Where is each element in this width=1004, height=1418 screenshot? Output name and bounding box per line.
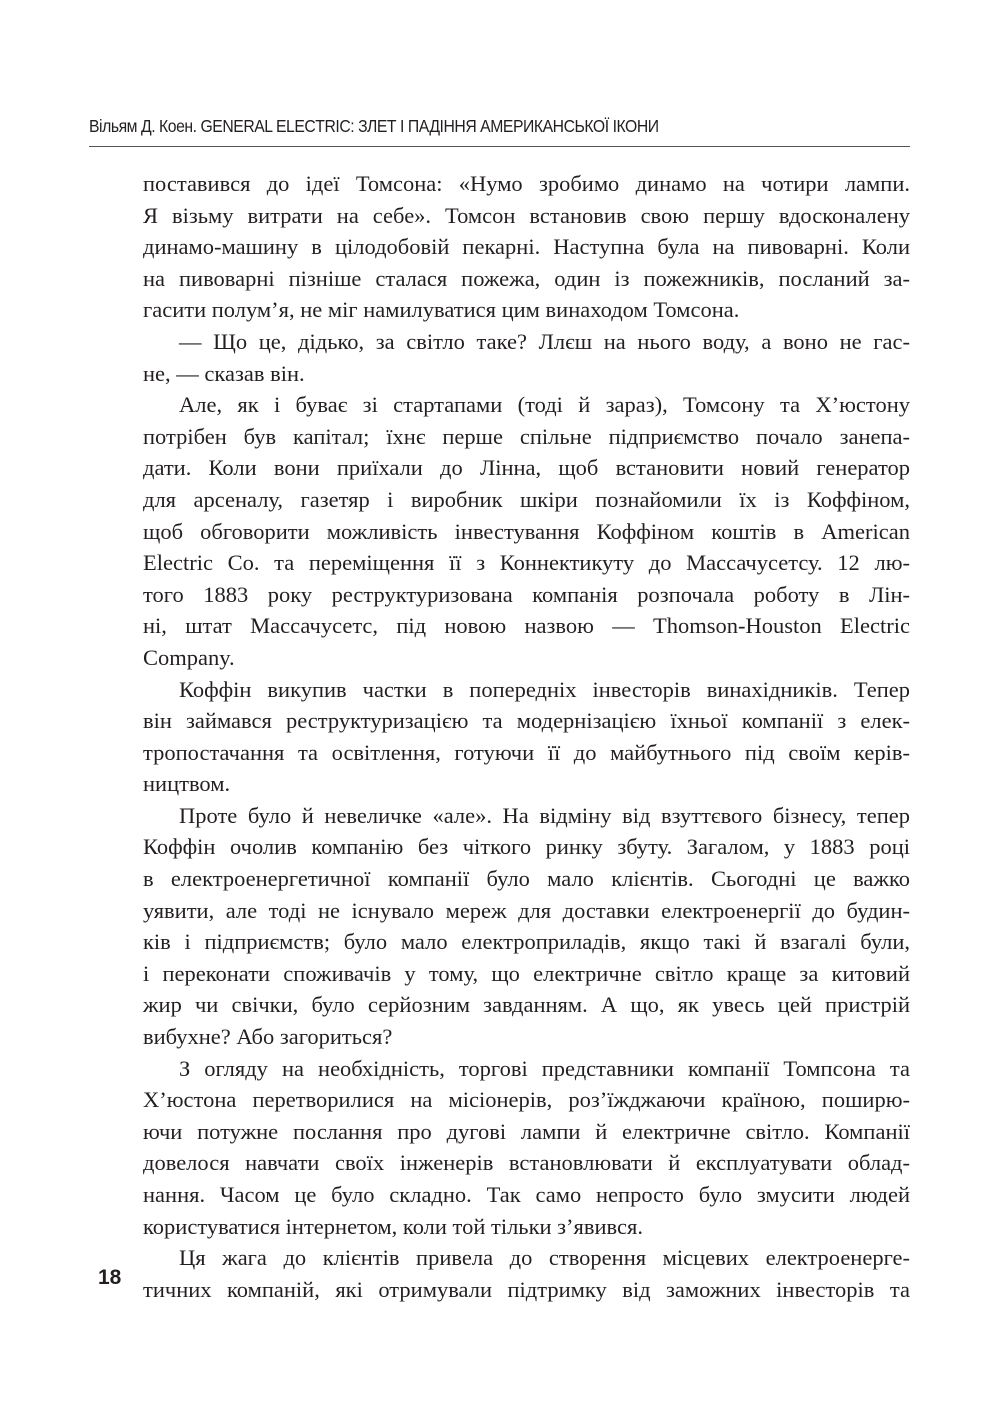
text-line: в електроенергетичної компанії було мало клієнтів. Сьогодні це важко xyxy=(143,866,910,892)
text-line: динамо-машину в цілодобовій пекарні. Наступна була на пивоварні. Коли xyxy=(143,234,910,260)
text-line: ючи потужне послання про дугові лампи й електричне світло. Компанії xyxy=(143,1118,910,1144)
paragraph-first-line: Але, як і буває зі стартапами (тоді й зараз), Томсону та Х’юстону xyxy=(179,392,910,418)
text-line: ництвом. xyxy=(143,771,231,797)
paragraph-first-line: — Що це, дідько, за світло таке? Ллєш на нього воду, а воно не гас- xyxy=(179,328,910,354)
text-line: Electric Co. та переміщення її з Коннектикуту до Массачусетсу. 12 лю- xyxy=(143,550,910,576)
paragraph-first-line: Ця жага до клієнтів привела до створення місцевих електроенерге- xyxy=(179,1245,910,1271)
text-line: щоб обговорити можливість інвестування Коффіном коштів в American xyxy=(143,518,910,544)
text-line: Коффін очолив компанію без чіткого ринку збуту. Загалом, у 1883 році xyxy=(143,834,910,860)
text-line: потрібен був капітал; їхнє перше спільне підприємство почало занепа- xyxy=(143,423,910,449)
text-line: Я візьму витрати на себе». Томсон встановив свою першу вдосконалену xyxy=(143,202,910,228)
text-line: тичних компаній, які отримували підтримку від заможних інвесторів та xyxy=(143,1276,910,1302)
text-line: дати. Коли вони приїхали до Лінна, щоб встановити новий генератор xyxy=(143,455,910,481)
paragraph-first-line: Проте було й невеличке «але». На відміну від взуттєвого бізнесу, тепер xyxy=(179,802,910,828)
running-header: Вільям Д. Коен. GENERAL ELECTRIC: ЗЛЕТ І ПАДІННЯ АМЕРИКАНСЬКОЇ ІКОНИ xyxy=(89,116,659,136)
text-line: на пивоварні пізніше сталася пожежа, один із пожежників, посланий за- xyxy=(143,265,910,291)
text-line: вибухне? Або загориться? xyxy=(143,1024,393,1050)
text-line: того 1883 року реструктуризована компанія розпочала роботу в Лін- xyxy=(143,581,910,607)
text-line: ні, штат Массачусетс, під новою назвою — Thomson-Houston Electric xyxy=(143,613,910,639)
text-line: Company. xyxy=(143,644,235,670)
page-number: 18 xyxy=(98,1266,122,1289)
text-line: користуватися інтернетом, коли той тільки з’явився. xyxy=(143,1213,644,1239)
text-line: жир чи свічки, було серйозним завданням. А що, як увесь цей пристрій xyxy=(143,992,910,1018)
text-line: тропостачання та освітлення, готуючи її до майбутнього під своїм керів- xyxy=(143,739,910,765)
text-line: гасити полум’я, не міг намилуватися цим винаходом Томсона. xyxy=(143,297,740,323)
paragraph-first-line: Коффін викупив частки в попередніх інвесторів винахідників. Тепер xyxy=(179,676,910,702)
text-line: і переконати споживачів у тому, що електричне світло краще за китовий xyxy=(143,960,910,986)
text-line: не, — сказав він. xyxy=(143,360,305,386)
paragraph-first-line: З огляду на необхідність, торгові представники компанії Томпсона та xyxy=(179,1055,910,1081)
text-line: Х’юстона перетворилися на місіонерів, роз’їжджаючи країною, поширю- xyxy=(143,1087,910,1113)
text-line: поставився до ідеї Томсона: «Нумо зробимо динамо на чотири лампи. xyxy=(143,171,910,196)
body-text xyxy=(143,168,910,1305)
text-line: ків і підприємств; було мало електроприладів, якщо такі й взагалі були, xyxy=(143,929,910,955)
text-line: уявити, але тоді не існувало мереж для доставки електроенергії до будин- xyxy=(143,897,910,923)
text-line: для арсеналу, газетяр і виробник шкіри познайомили їх із Коффіном, xyxy=(143,486,910,512)
text-line: він займався реструктуризацією та модернізацією їхньої компанії з елек- xyxy=(143,708,910,734)
header-divider xyxy=(89,146,910,147)
text-line: нання. Часом це було складно. Так само непросто було змусити людей xyxy=(143,1182,910,1207)
text-line: довелося навчати своїх інженерів встановлювати й експлуатувати облад- xyxy=(143,1150,910,1176)
